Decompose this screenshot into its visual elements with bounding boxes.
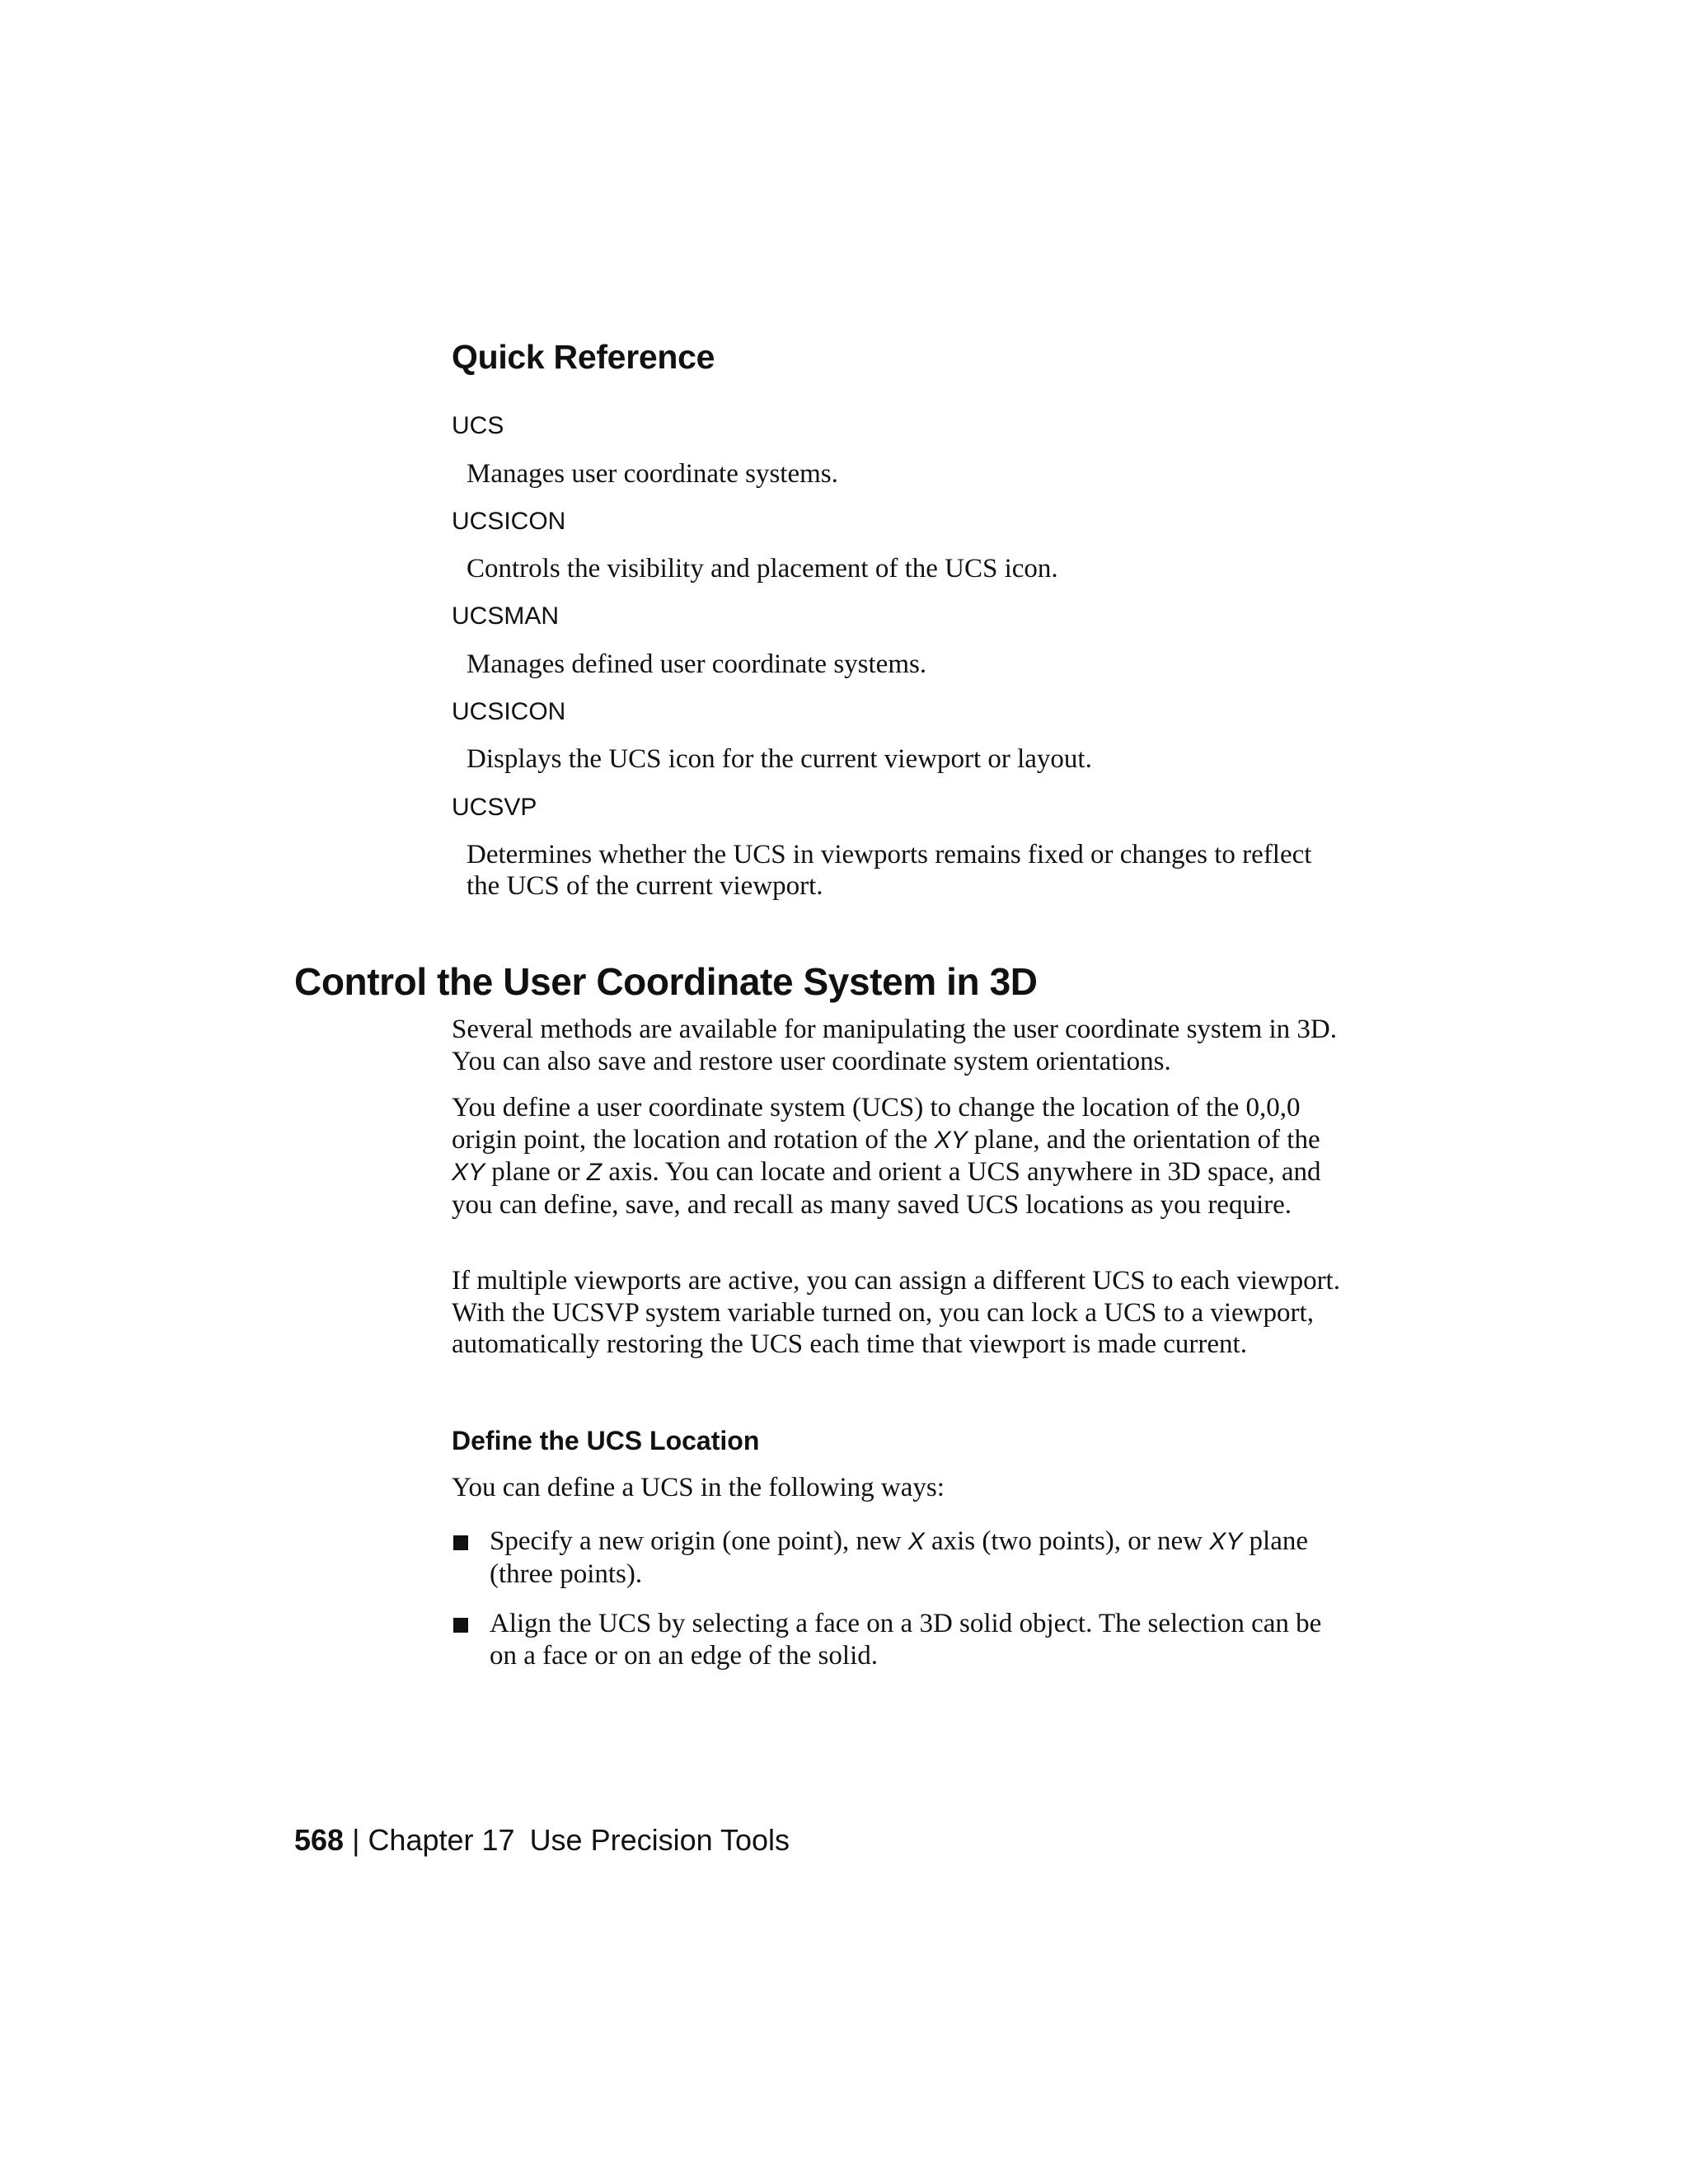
footer-separator: | [352, 1823, 360, 1857]
body-paragraph: You can define a UCS in the following ways: [452, 1473, 945, 1502]
italic-term: XY [934, 1126, 968, 1154]
chapter-label: Chapter 17 [368, 1823, 515, 1857]
page-footer [294, 1823, 790, 1858]
list-item-text: Align the UCS by selecting a face on a 3D solid object. The selection can be on a face or on an edge of the solid. [490, 1609, 1322, 1671]
body-paragraph: You define a user coordinate system (UCS) to change the location of the 0,0,0 origin point, the location and rotation of the XY plane, and the orientation of the XY plane or Z axis. You can locate and orient a UCS anywhere in 3D space, and you can define, save, and recall as many saved UCS locations as you require. [452, 1093, 1321, 1220]
chapter-title: Use Precision Tools [529, 1823, 790, 1857]
body-paragraph: If multiple viewports are active, you can assign a different UCS to each viewport. With the UCSVP system variable turned on, you can lock a UCS to a viewport, automatically restoring the UCS each time that viewport is made current. [452, 1266, 1340, 1359]
square-bullet-icon [453, 1535, 468, 1550]
italic-term: XY [452, 1159, 485, 1186]
body-paragraph: Several methods are available for manipulating the user coordinate system in 3D. You can also save and restore user coordinate system orientations. [452, 1015, 1337, 1076]
list-item-text: Specify a new origin (one point), new X axis (two points), or new XY plane (three points). [490, 1526, 1309, 1589]
command-description: Controls the visibility and placement of the UCS icon. [467, 554, 1058, 583]
italic-term: Z [586, 1159, 603, 1186]
system-variable-term-ucsicon: UCSICON [452, 698, 566, 725]
square-bullet-icon [453, 1618, 468, 1633]
italic-term: X [907, 1528, 925, 1555]
description-line: the UCS of the current viewport. [467, 871, 823, 901]
system-variable-term-ucsvp: UCSVP [452, 794, 537, 821]
subsection-heading: Define the UCS Location [452, 1426, 760, 1455]
command-term-ucsicon: UCSICON [452, 508, 566, 535]
command-description: Manages defined user coordinate systems. [467, 649, 927, 679]
command-term-ucsman: UCSMAN [452, 602, 560, 630]
command-term-ucs: UCS [452, 412, 504, 439]
italic-term: XY [1209, 1528, 1243, 1555]
command-description: Manages user coordinate systems. [467, 459, 838, 489]
system-variable-description: Displays the UCS icon for the current viewport or layout. [467, 744, 1092, 774]
section-heading: Control the User Coordinate System in 3D [294, 960, 1038, 1003]
description-line: Determines whether the UCS in viewports remains fixed or changes to reflect [467, 840, 1312, 869]
page-number: 568 [294, 1823, 345, 1857]
quick-reference-heading: Quick Reference [452, 338, 715, 376]
system-variable-description [467, 839, 1357, 902]
